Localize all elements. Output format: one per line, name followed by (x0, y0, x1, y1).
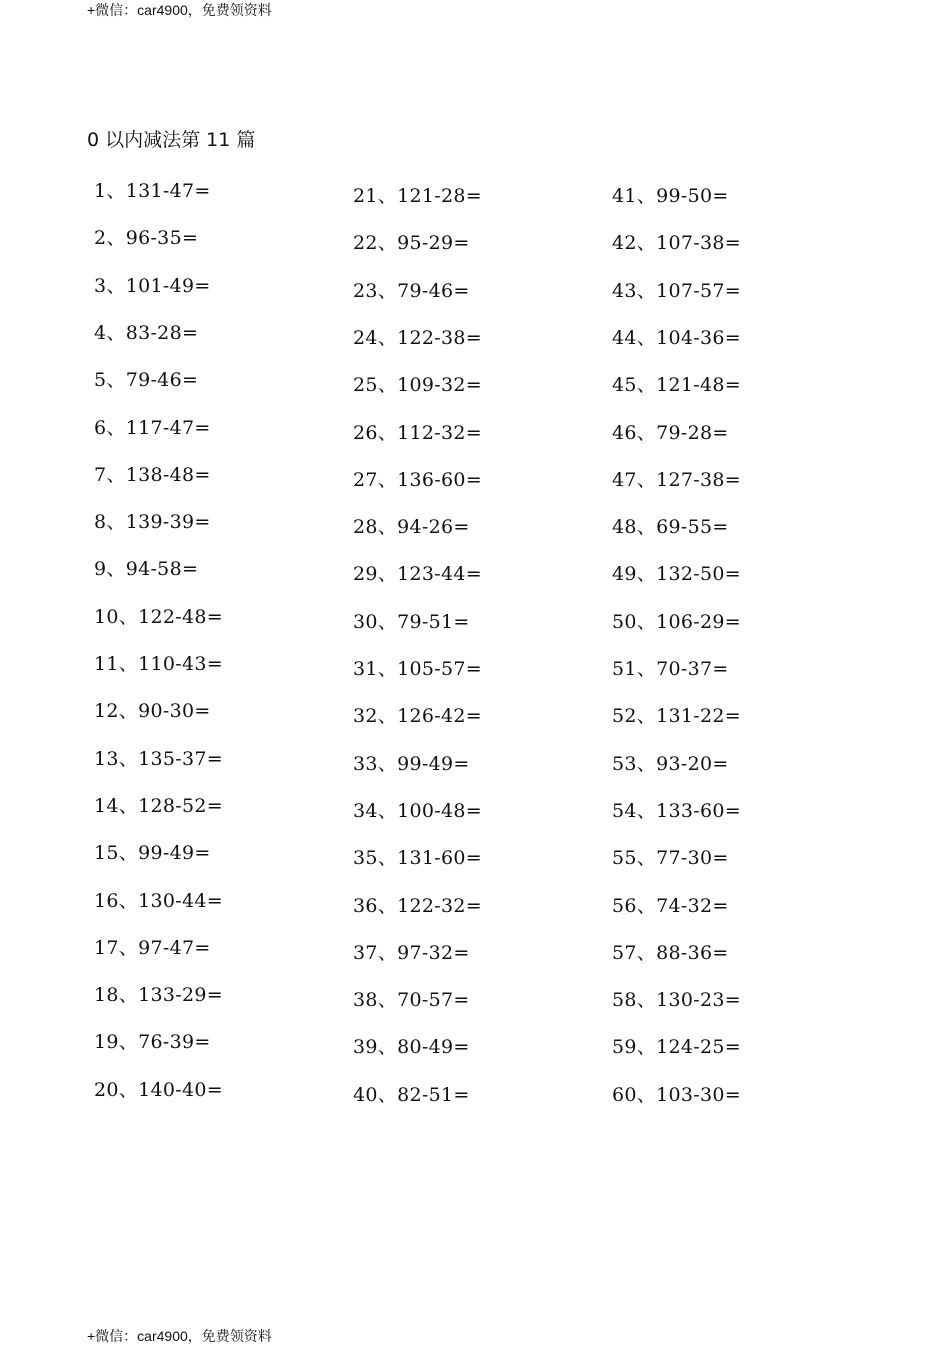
problem-item: 14、128-52= (94, 794, 223, 817)
problem-item: 47、127-38= (612, 468, 741, 491)
problem-item: 2、96-35= (94, 227, 199, 250)
problem-item: 11、110-43= (94, 653, 223, 675)
problem-item: 15、99-49= (94, 842, 211, 865)
problem-item: 56、74-32= (612, 894, 729, 917)
problem-item: 6、117-47= (94, 416, 211, 439)
problem-item: 57、88-36= (612, 941, 729, 964)
problem-item: 20、140-40= (94, 1078, 223, 1101)
problem-item: 39、80-49= (353, 1036, 470, 1059)
problem-item: 23、79-46= (353, 279, 470, 302)
problem-item: 8、139-39= (94, 511, 211, 534)
problem-item: 26、112-32= (353, 421, 482, 444)
problem-item: 12、90-30= (94, 700, 211, 723)
page-title: 0 以内减法第 11 篇 (87, 129, 256, 151)
problem-item: 31、105-57= (353, 658, 482, 680)
problem-item: 49、132-50= (612, 563, 741, 586)
problem-item: 35、131-60= (353, 847, 482, 870)
problem-item: 32、126-42= (353, 705, 482, 728)
footer-note: +微信：car4900，免费领资料 (87, 1328, 272, 1344)
problem-item: 58、130-23= (612, 989, 741, 1012)
problem-item: 34、100-48= (353, 799, 482, 822)
problem-item: 1、131-47= (94, 180, 211, 202)
problem-item: 18、133-29= (94, 984, 223, 1007)
problem-item: 9、94-58= (94, 558, 199, 581)
problem-item: 17、97-47= (94, 936, 211, 959)
problem-item: 19、76-39= (94, 1031, 211, 1054)
problem-item: 22、95-29= (353, 232, 470, 255)
problem-item: 54、133-60= (612, 799, 741, 822)
problem-item: 59、124-25= (612, 1036, 741, 1059)
problem-item: 29、123-44= (353, 563, 482, 586)
problem-item: 46、79-28= (612, 421, 729, 444)
problem-item: 10、122-48= (94, 605, 223, 628)
header-note: +微信：car4900，免费领资料 (87, 2, 272, 18)
problem-item: 42、107-38= (612, 232, 741, 255)
problem-item: 45、121-48= (612, 374, 741, 397)
problem-item: 43、107-57= (612, 279, 741, 302)
problem-item: 36、122-32= (353, 894, 482, 917)
problem-item: 30、79-51= (353, 610, 470, 633)
problem-item: 5、79-46= (94, 369, 199, 392)
problem-item: 28、94-26= (353, 516, 470, 539)
problem-item: 53、93-20= (612, 752, 729, 775)
problem-item: 25、109-32= (353, 374, 482, 397)
problem-item: 40、82-51= (353, 1083, 470, 1106)
problem-item: 4、83-28= (94, 321, 199, 344)
problem-item: 37、97-32= (353, 941, 470, 964)
problem-item: 7、138-48= (94, 463, 211, 486)
problem-item: 21、121-28= (353, 185, 482, 207)
problem-item: 55、77-30= (612, 847, 729, 870)
problem-item: 44、104-36= (612, 326, 741, 349)
problem-item: 41、99-50= (612, 185, 729, 207)
problem-item: 52、131-22= (612, 705, 741, 728)
problem-item: 38、70-57= (353, 989, 470, 1012)
problem-item: 50、106-29= (612, 610, 741, 633)
problem-item: 3、101-49= (94, 274, 211, 297)
problem-item: 13、135-37= (94, 747, 223, 770)
problem-item: 24、122-38= (353, 326, 482, 349)
problem-item: 33、99-49= (353, 752, 470, 775)
problem-item: 51、70-37= (612, 658, 729, 680)
problem-item: 27、136-60= (353, 468, 482, 491)
problem-item: 48、69-55= (612, 516, 729, 539)
problem-item: 60、103-30= (612, 1083, 741, 1106)
problem-item: 16、130-44= (94, 889, 223, 912)
